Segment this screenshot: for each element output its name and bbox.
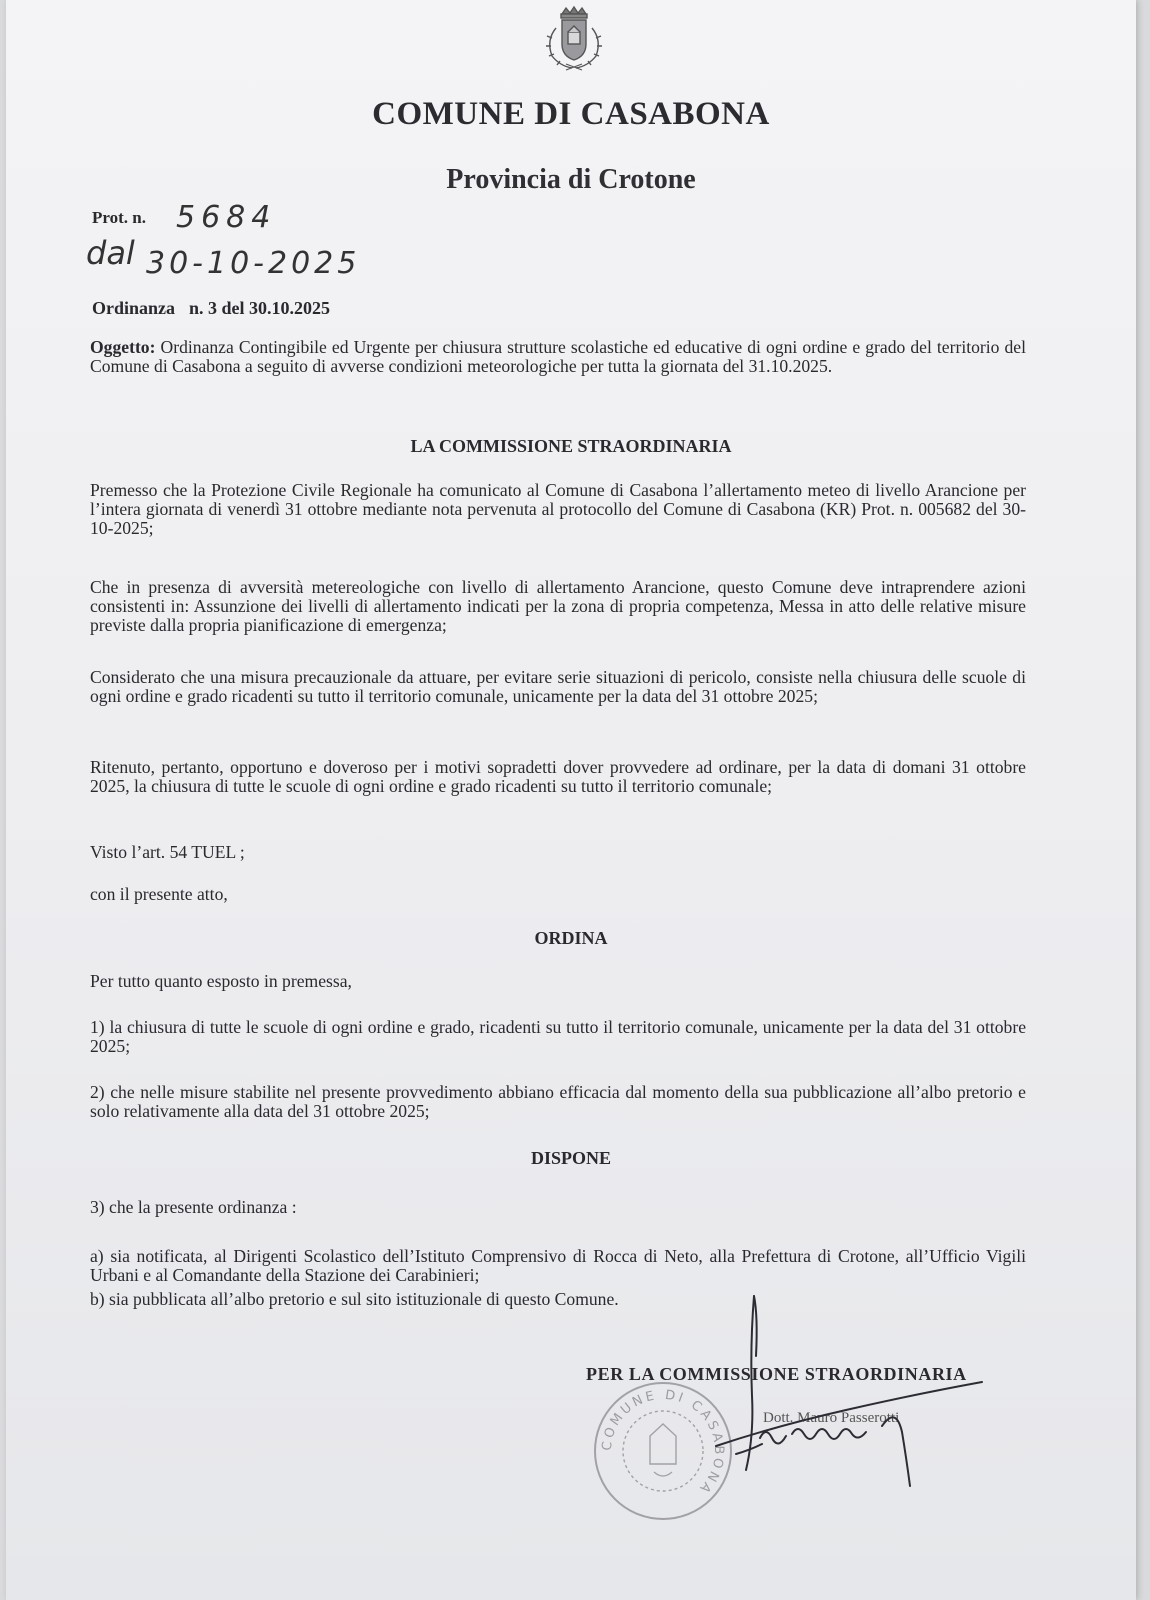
ordinance-label: Ordinanza <box>92 298 176 318</box>
ordinance-number <box>92 298 330 319</box>
municipal-crest-icon <box>526 4 622 78</box>
protocol-number-handwritten: 5684 <box>176 200 277 235</box>
signatory-body: PER LA COMMISSIONE STRAORDINARIA <box>586 1364 967 1384</box>
commission-heading: LA COMMISSIONE STRAORDINARIA <box>410 436 732 456</box>
premise-paragraph: Ritenuto, pertanto, opportuno e doveroso per i motivi sopradetti dover provvedere ad ordinare, per la data di domani 31 ottobre 2025, la chiusura di tutte le scuole di ogni ordine e grado ricadenti su tutto il territorio comunale; <box>90 757 1026 796</box>
dispone-item: a) sia notificata, al Dirigenti Scolastico dell’Istituto Comprensivo di Rocca di Neto, alla Prefettura di Crotone, all’Ufficio Vigili Urbani e al Comandante della Stazione dei Carabinieri; <box>90 1246 1026 1285</box>
subject-paragraph <box>90 338 1026 376</box>
ordina-intro: Per tutto quanto esposto in premessa, <box>90 971 352 991</box>
premise-paragraph: Premesso che la Protezione Civile Regionale ha comunicato al Comune di Casabona l’allertamento meteo di livello Arancione per l’intera giornata di venerdì 31 ottobre mediante nota pervenuta al protocollo del Comune di Casabona (KR) Prot. n. 005682 del 30-10-2025; <box>90 480 1026 538</box>
protocol-label: Prot. n. <box>92 208 146 227</box>
subject-label: Oggetto: <box>90 337 156 357</box>
protocol-date-handwritten: 30-10-2025 <box>146 246 361 281</box>
ordina-item: 1) la chiusura di tutte le scuole di ogni ordine e grado, ricadenti su tutto il territorio comunale, unicamente per la data del 31 ottobre 2025; <box>90 1017 1026 1056</box>
ordinance-number-value: n. 3 del 30.10.2025 <box>189 298 331 318</box>
document-page <box>6 0 1136 1600</box>
premise-paragraph: Considerato che una misura precauzionale da attuare, per evitare serie situazioni di pericolo, consiste nella chiusura delle scuole di ogni ordine e grado ricadenti su tutto il territorio comunale, unicamente per la data del 31 ottobre 2025; <box>90 667 1026 706</box>
protocol-dal-handwritten: dal <box>86 234 135 272</box>
signer-name: Dott. Mauro Passerotti <box>763 1410 900 1426</box>
subject-text: Ordinanza Contingibile ed Urgente per chiusura strutture scolastiche ed educative di ogni ordine e grado del territorio del Comune di Casabona a seguito di avverse condizioni meteorologiche per tutta la giornata del 31.10.2025. <box>90 337 1026 376</box>
ordina-heading: ORDINA <box>534 928 608 948</box>
province-subtitle: Provincia di Crotone <box>446 164 696 195</box>
stamp-text: COMUNE DI CASABONA <box>599 1387 727 1498</box>
premise-paragraph: Che in presenza di avversità metereologiche con livello di allertamento Arancione, questo Comune deve intraprendere azioni consistenti in: Assunzione dei livelli di allertamento indicati per la zona di propria competenza, Messa in atto delle relative misure previste dalla propria pianificazione di emergenza; <box>90 577 1026 635</box>
municipality-title: COMUNE DI CASABONA <box>372 96 770 132</box>
dispone-intro: 3) che la presente ordinanza : <box>90 1197 297 1217</box>
ordina-item: 2) che nelle misure stabilite nel presente provvedimento abbiano efficacia dal momento della sua pubblicazione all’albo pretorio e solo relativamente alla data del 31 ottobre 2025; <box>90 1082 1026 1121</box>
dispone-heading: DISPONE <box>530 1148 611 1168</box>
premise-paragraph: Visto l’art. 54 TUEL ; <box>90 842 245 862</box>
dispone-item: b) sia pubblicata all’albo pretorio e sul sito istituzionale di questo Comune. <box>90 1289 619 1309</box>
handwritten-signature <box>696 1286 996 1506</box>
premise-paragraph: con il presente atto, <box>90 884 228 904</box>
